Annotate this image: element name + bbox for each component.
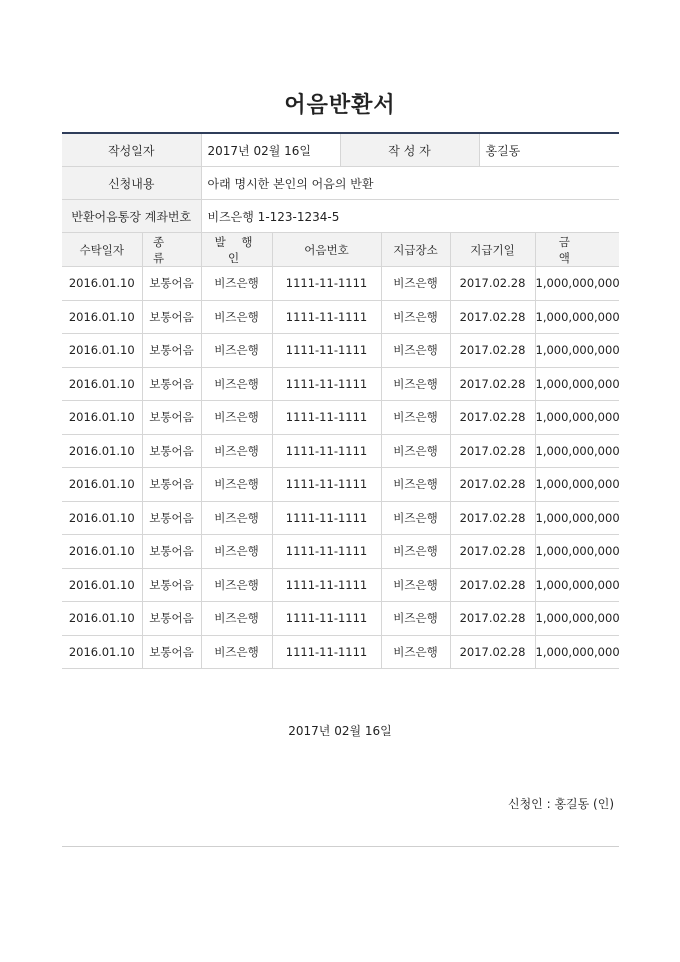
header-due-date: 지급기일 <box>450 233 535 267</box>
cell-issuer: 비즈은행 <box>201 602 272 636</box>
cell-due-date: 2017.02.28 <box>450 367 535 401</box>
header-type: 종 류 <box>142 233 201 267</box>
cell-type: 보통어음 <box>142 635 201 669</box>
cell-issuer: 비즈은행 <box>201 367 272 401</box>
cell-issuer: 비즈은행 <box>201 267 272 301</box>
table-row <box>62 334 619 368</box>
cell-due-date: 2017.02.28 <box>450 267 535 301</box>
cell-issuer: 비즈은행 <box>201 535 272 569</box>
cell-due-date: 2017.02.28 <box>450 501 535 535</box>
cell-type: 보통어음 <box>142 434 201 468</box>
table-row <box>62 267 619 301</box>
info-row-content <box>62 167 619 200</box>
cell-issuer: 비즈은행 <box>201 501 272 535</box>
cell-amount: 1,000,000,000 <box>535 535 619 569</box>
cell-issuer: 비즈은행 <box>201 300 272 334</box>
cell-issuer: 비즈은행 <box>201 334 272 368</box>
cell-type: 보통어음 <box>142 501 201 535</box>
content-value: 아래 명시한 본인의 어음의 반환 <box>201 167 619 200</box>
cell-due-date: 2017.02.28 <box>450 468 535 502</box>
cell-payment-place: 비즈은행 <box>381 635 450 669</box>
cell-receipt-date: 2016.01.10 <box>62 602 142 636</box>
cell-receipt-date: 2016.01.10 <box>62 367 142 401</box>
cell-receipt-date: 2016.01.10 <box>62 401 142 435</box>
cell-payment-place: 비즈은행 <box>381 568 450 602</box>
cell-note-number: 1111-11-1111 <box>272 401 381 435</box>
cell-payment-place: 비즈은행 <box>381 602 450 636</box>
cell-payment-place: 비즈은행 <box>381 300 450 334</box>
table-header-row <box>62 233 619 267</box>
cell-type: 보통어음 <box>142 367 201 401</box>
cell-amount: 1,000,000,000 <box>535 434 619 468</box>
cell-note-number: 1111-11-1111 <box>272 501 381 535</box>
cell-payment-place: 비즈은행 <box>381 468 450 502</box>
cell-type: 보통어음 <box>142 401 201 435</box>
footer-date: 2017년 02월 16일 <box>288 724 392 738</box>
cell-note-number: 1111-11-1111 <box>272 468 381 502</box>
header-amount: 금 액 <box>535 233 619 267</box>
cell-receipt-date: 2016.01.10 <box>62 334 142 368</box>
cell-receipt-date: 2016.01.10 <box>62 535 142 569</box>
cell-receipt-date: 2016.01.10 <box>62 267 142 301</box>
account-label: 반환어음통장 계좌번호 <box>62 200 201 233</box>
cell-note-number: 1111-11-1111 <box>272 334 381 368</box>
cell-amount: 1,000,000,000 <box>535 468 619 502</box>
cell-issuer: 비즈은행 <box>201 401 272 435</box>
cell-due-date: 2017.02.28 <box>450 602 535 636</box>
table-row <box>62 635 619 669</box>
content-label: 신청내용 <box>62 167 201 200</box>
cell-note-number: 1111-11-1111 <box>272 602 381 636</box>
info-row-account <box>62 200 619 233</box>
cell-note-number: 1111-11-1111 <box>272 535 381 569</box>
cell-due-date: 2017.02.28 <box>450 434 535 468</box>
info-table <box>62 134 619 233</box>
cell-type: 보통어음 <box>142 602 201 636</box>
cell-due-date: 2017.02.28 <box>450 334 535 368</box>
table-row <box>62 300 619 334</box>
date-label: 작성일자 <box>62 134 201 167</box>
info-row-date <box>62 134 619 167</box>
cell-type: 보통어음 <box>142 267 201 301</box>
table-row <box>62 434 619 468</box>
author-label: 작 성 자 <box>340 134 479 167</box>
cell-receipt-date: 2016.01.10 <box>62 501 142 535</box>
cell-due-date: 2017.02.28 <box>450 300 535 334</box>
cell-receipt-date: 2016.01.10 <box>62 468 142 502</box>
applicant-signature-line: 신청인 : 홍길동 (인) <box>508 797 614 811</box>
cell-payment-place: 비즈은행 <box>381 367 450 401</box>
author-value: 홍길동 <box>479 134 619 167</box>
cell-amount: 1,000,000,000 <box>535 568 619 602</box>
header-payment-place: 지급장소 <box>381 233 450 267</box>
cell-issuer: 비즈은행 <box>201 635 272 669</box>
cell-payment-place: 비즈은행 <box>381 434 450 468</box>
cell-payment-place: 비즈은행 <box>381 401 450 435</box>
date-value: 2017년 02월 16일 <box>201 134 340 167</box>
cell-due-date: 2017.02.28 <box>450 568 535 602</box>
table-row <box>62 468 619 502</box>
cell-due-date: 2017.02.28 <box>450 635 535 669</box>
header-issuer: 발 행 인 <box>201 233 272 267</box>
cell-receipt-date: 2016.01.10 <box>62 300 142 334</box>
cell-amount: 1,000,000,000 <box>535 501 619 535</box>
cell-amount: 1,000,000,000 <box>535 267 619 301</box>
header-receipt-date: 수탁일자 <box>62 233 142 267</box>
cell-payment-place: 비즈은행 <box>381 334 450 368</box>
cell-payment-place: 비즈은행 <box>381 501 450 535</box>
cell-type: 보통어음 <box>142 300 201 334</box>
cell-issuer: 비즈은행 <box>201 568 272 602</box>
cell-issuer: 비즈은행 <box>201 468 272 502</box>
table-row <box>62 602 619 636</box>
cell-due-date: 2017.02.28 <box>450 401 535 435</box>
table-row <box>62 568 619 602</box>
cell-amount: 1,000,000,000 <box>535 602 619 636</box>
cell-amount: 1,000,000,000 <box>535 401 619 435</box>
bottom-divider <box>62 846 619 847</box>
cell-amount: 1,000,000,000 <box>535 635 619 669</box>
document-title: 어음반환서 <box>284 93 396 118</box>
cell-note-number: 1111-11-1111 <box>272 635 381 669</box>
table-row <box>62 367 619 401</box>
cell-receipt-date: 2016.01.10 <box>62 434 142 468</box>
cell-type: 보통어음 <box>142 568 201 602</box>
table-row <box>62 535 619 569</box>
cell-receipt-date: 2016.01.10 <box>62 635 142 669</box>
note-table <box>62 233 619 669</box>
cell-due-date: 2017.02.28 <box>450 535 535 569</box>
table-row <box>62 501 619 535</box>
cell-amount: 1,000,000,000 <box>535 367 619 401</box>
cell-note-number: 1111-11-1111 <box>272 367 381 401</box>
cell-issuer: 비즈은행 <box>201 434 272 468</box>
cell-note-number: 1111-11-1111 <box>272 300 381 334</box>
cell-payment-place: 비즈은행 <box>381 267 450 301</box>
cell-payment-place: 비즈은행 <box>381 535 450 569</box>
cell-note-number: 1111-11-1111 <box>272 434 381 468</box>
cell-type: 보통어음 <box>142 535 201 569</box>
cell-amount: 1,000,000,000 <box>535 334 619 368</box>
cell-note-number: 1111-11-1111 <box>272 267 381 301</box>
table-row <box>62 401 619 435</box>
cell-type: 보통어음 <box>142 334 201 368</box>
account-value: 비즈은행 1-123-1234-5 <box>201 200 619 233</box>
cell-receipt-date: 2016.01.10 <box>62 568 142 602</box>
header-note-number: 어음번호 <box>272 233 381 267</box>
cell-note-number: 1111-11-1111 <box>272 568 381 602</box>
cell-type: 보통어음 <box>142 468 201 502</box>
cell-amount: 1,000,000,000 <box>535 300 619 334</box>
table-body <box>62 267 619 669</box>
